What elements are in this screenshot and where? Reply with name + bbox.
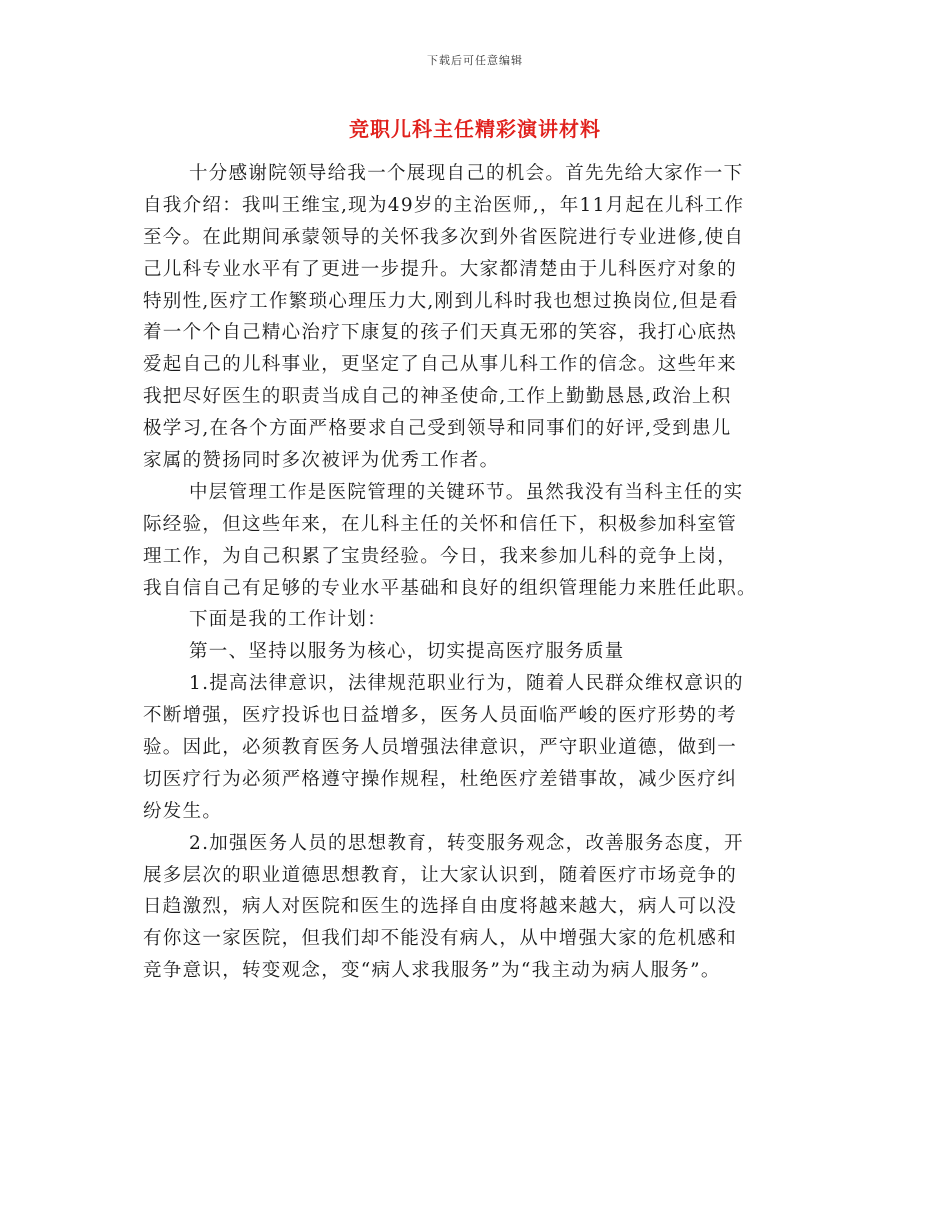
page-header-note: 下载后可任意编辑 [427,54,523,67]
text-line: 自我介绍：我叫王维宝,现为49岁的主治医师,，年11月起在儿科工作 [143,194,745,216]
text-line: 纷发生。 [143,800,223,822]
text-line: 中层管理工作是医院管理的关键环节。虽然我没有当科主任的实 [189,481,744,503]
text-line: 竞争意识，转变观念，变“病人求我服务”为“我主动为病人服务”。 [143,960,721,982]
text-line: 切医疗行为必须严格遵守操作规程，杜绝医疗差错事故，减少医疗纠 [143,768,738,790]
text-line: 家属的赞扬同时多次被评为优秀工作者。 [143,450,500,472]
text-line: 十分感谢院领导给我一个展现自己的机会。首先先给大家作一下 [189,163,744,184]
text-line: 日趋激烈，病人对医院和医生的选择自由度将越来越大，病人可以没 [143,896,738,918]
text-line: 爱起自己的儿科事业，更坚定了自己从事儿科工作的信念。这些年来 [143,354,738,376]
text-line: 1.提高法律意识，法律规范职业行为，随着人民群众维权意识的 [189,673,744,695]
text-line: 有你这一家医院，但我们却不能没有病人，从中增强大家的危机感和 [143,928,738,950]
text-line: 我自信自己有足够的专业水平基础和良好的组织管理能力来胜任此职。 [143,577,757,599]
document-body [143,158,809,987]
text-line: 己儿科专业水平有了更进一步提升。大家都清楚由于儿科医疗对象的 [143,258,738,280]
text-line: 着一个个自己精心治疗下康复的孩子们天真无邪的笑容，我打心底热 [143,322,738,344]
text-line: 我把尽好医生的职责当成自己的神圣使命,工作上勤勤恳恳,政治上积 [143,386,732,408]
text-line: 下面是我的工作计划： [189,609,388,631]
text-line: 理工作，为自己积累了宝贵经验。今日，我来参加儿科的竞争上岗， [143,545,738,567]
text-line: 至今。在此期间承蒙领导的关怀我多次到外省医院进行专业进修,使自 [143,226,745,248]
text-line: 特别性,医疗工作繁琐心理压力大,刚到儿科时我也想过换岗位,但是看 [143,290,739,312]
text-line: 第一、坚持以服务为核心，切实提高医疗服务质量 [189,641,625,663]
text-line: 不断增强，医疗投诉也日益增多，医务人员面临严峻的医疗形势的考 [143,705,738,727]
text-line: 展多层次的职业道德思想教育，让大家认识到，随着医疗市场竞争的 [143,864,738,886]
text-line: 际经验，但这些年来，在儿科主任的关怀和信任下，积极参加科室管 [143,513,738,535]
text-line: 验。因此，必须教育医务人员增强法律意识，严守职业道德，做到一 [143,737,738,759]
document-title: 竞职儿科主任精彩演讲材料 [349,117,601,141]
text-line: 2.加强医务人员的思想教育，转变服务观念，改善服务态度，开 [189,832,744,854]
text-line: 极学习,在各个方面严格要求自己受到领导和同事们的好评,受到患儿 [143,418,732,440]
